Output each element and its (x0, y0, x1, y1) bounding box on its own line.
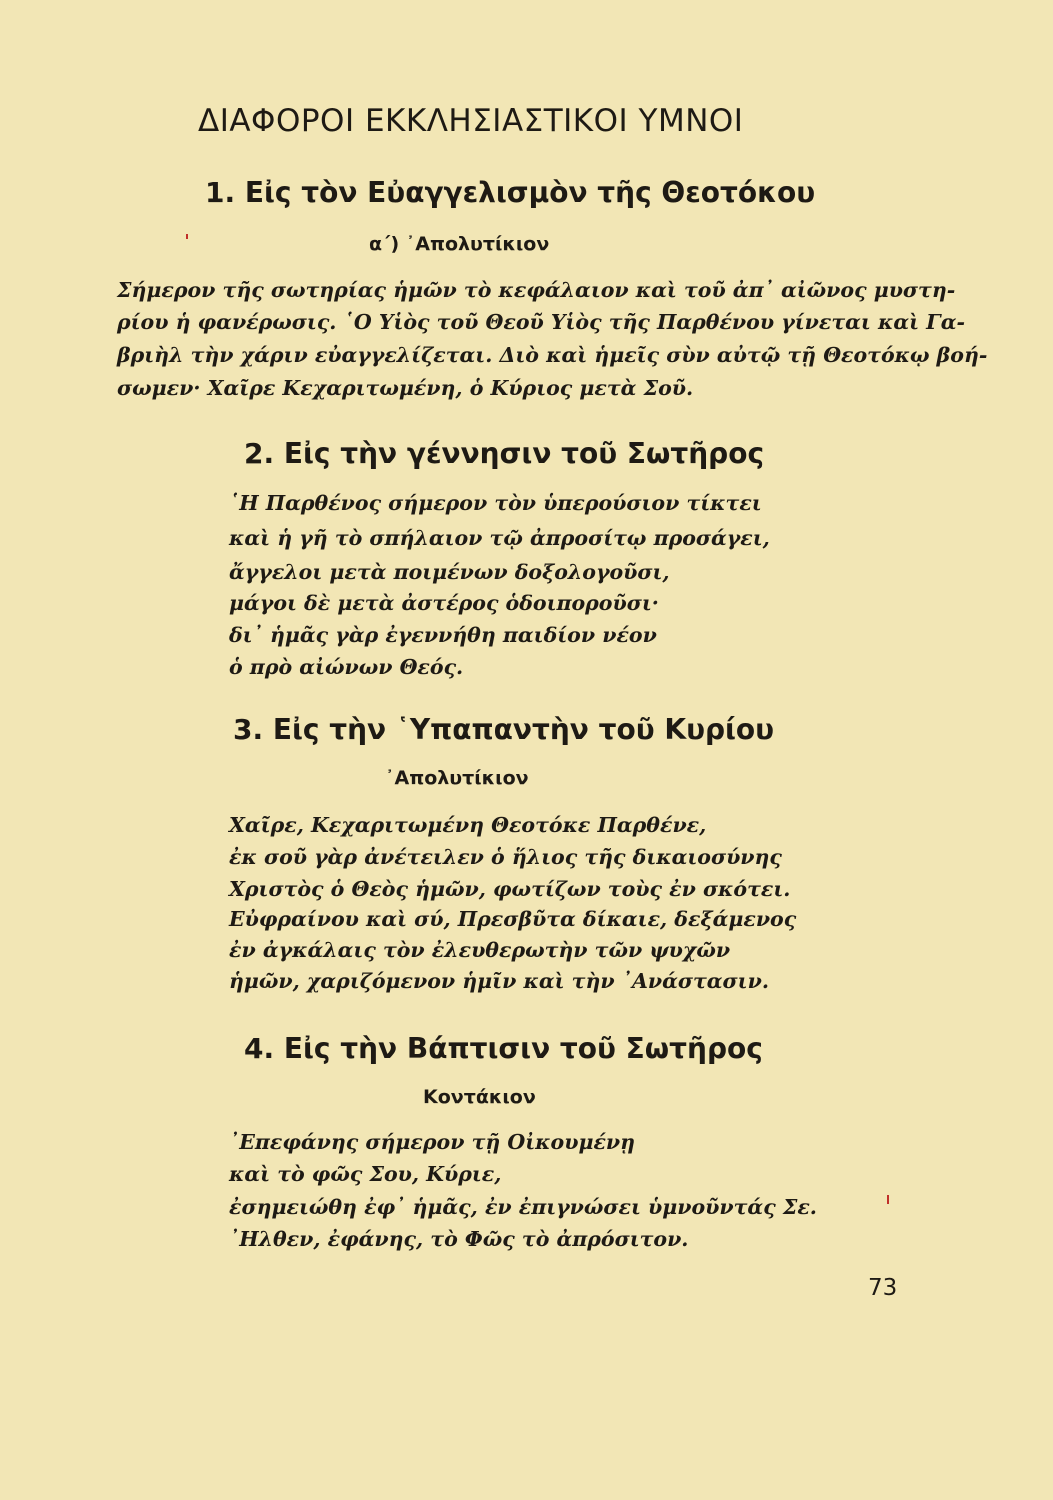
section-3-verse-line: Χριστὸς ὁ Θεὸς ἡμῶν, φωτίζων τοὺς ἐν σκότει. (229, 877, 791, 901)
section-2-verse-line: ὁ πρὸ αἰώνων Θεός. (229, 655, 464, 679)
section-3-verse-line: ἐκ σοῦ γὰρ ἀνέτειλεν ὁ ἥλιος τῆς δικαιοσύνης (229, 845, 782, 869)
section-2-verse-line: δι᾿ ἡμᾶς γὰρ ἐγεννήθη παιδίον νέον (229, 623, 657, 647)
section-1-subheading: α΄) ᾿Απολυτίκιον (369, 233, 550, 255)
section-4-verse-line: ᾿Ηλθεν, ἐφάνης, τὸ Φῶς τὸ ἀπρόσιτον. (229, 1227, 689, 1251)
page-number: 73 (868, 1275, 898, 1301)
section-4-verse-line: ᾿Επεφάνης σήμερον τῇ Οἰκουμένῃ (229, 1130, 636, 1154)
section-1-heading: 1. Εἰς τὸν Εὐαγγελισμὸν τῆς Θεοτόκου (205, 176, 816, 209)
section-3-verse-line: Εὐφραίνου καὶ σύ, Πρεσβῦτα δίκαιε, δεξάμενος (229, 907, 797, 931)
section-2-verse-line: ἄγγελοι μετὰ ποιμένων δοξολογοῦσι, (229, 560, 670, 584)
section-2-verse-line: μάγοι δὲ μετὰ ἀστέρος ὁδοιποροῦσι· (229, 591, 659, 615)
section-3-verse-line: ἡμῶν, χαριζόμενον ἡμῖν καὶ τὴν ᾿Ανάστασιν. (229, 969, 769, 993)
proof-mark (186, 234, 188, 239)
section-3-verse-line: ἐν ἀγκάλαις τὸν ἐλευθερωτὴν τῶν ψυχῶν (229, 938, 731, 962)
section-4-heading: 4. Εἰς τὴν Βάπτισιν τοῦ Σωτῆρος (244, 1032, 763, 1065)
section-4-verse-line: ἐσημειώθη ἐφ᾿ ἡμᾶς, ἐν ἐπιγνώσει ὑμνοῦντάς Σε. (229, 1195, 817, 1219)
section-1-line: σωμεν· Χαῖρε Κεχαριτωμένη, ὁ Κύριος μετὰ Σοῦ. (117, 376, 694, 400)
section-2-verse-line: καὶ ἡ γῆ τὸ σπήλαιον τῷ ἀπροσίτῳ προσάγει, (229, 526, 770, 550)
section-3-heading: 3. Εἰς τὴν ῾Υπαπαντὴν τοῦ Κυρίου (233, 713, 775, 746)
section-1-line: Σήμερον τῆς σωτηρίας ἡμῶν τὸ κεφάλαιον καὶ τοῦ ἀπ᾿ αἰῶνος μυστη- (117, 278, 956, 302)
proof-mark (887, 1195, 889, 1204)
section-3-verse-line: Χαῖρε, Κεχαριτωμένη Θεοτόκε Παρθένε, (229, 813, 707, 837)
section-4-subheading: Κοντάκιον (423, 1086, 536, 1108)
page-title: ΔΙΑΦΟΡΟΙ ΕΚΚΛΗΣΙΑΣΤΙΚΟΙ ΥΜΝΟΙ (198, 103, 744, 139)
section-1-line: βριὴλ τὴν χάριν εὐαγγελίζεται. Διὸ καὶ ἡμεῖς σὺν αὐτῷ τῇ Θεοτόκῳ βοή- (117, 343, 988, 367)
section-1-line: ρίου ἡ φανέρωσις. ῾Ο Υἱὸς τοῦ Θεοῦ Υἱὸς τῆς Παρθένου γίνεται καὶ Γα- (117, 310, 965, 334)
section-3-subheading: ᾿Απολυτίκιον (385, 767, 529, 789)
section-2-verse-line: ῾Η Παρθένος σήμερον τὸν ὑπερούσιον τίκτει (229, 491, 762, 515)
section-2-heading: 2. Εἰς τὴν γέννησιν τοῦ Σωτῆρος (244, 437, 765, 470)
section-4-verse-line: καὶ τὸ φῶς Σου, Κύριε, (229, 1162, 502, 1186)
